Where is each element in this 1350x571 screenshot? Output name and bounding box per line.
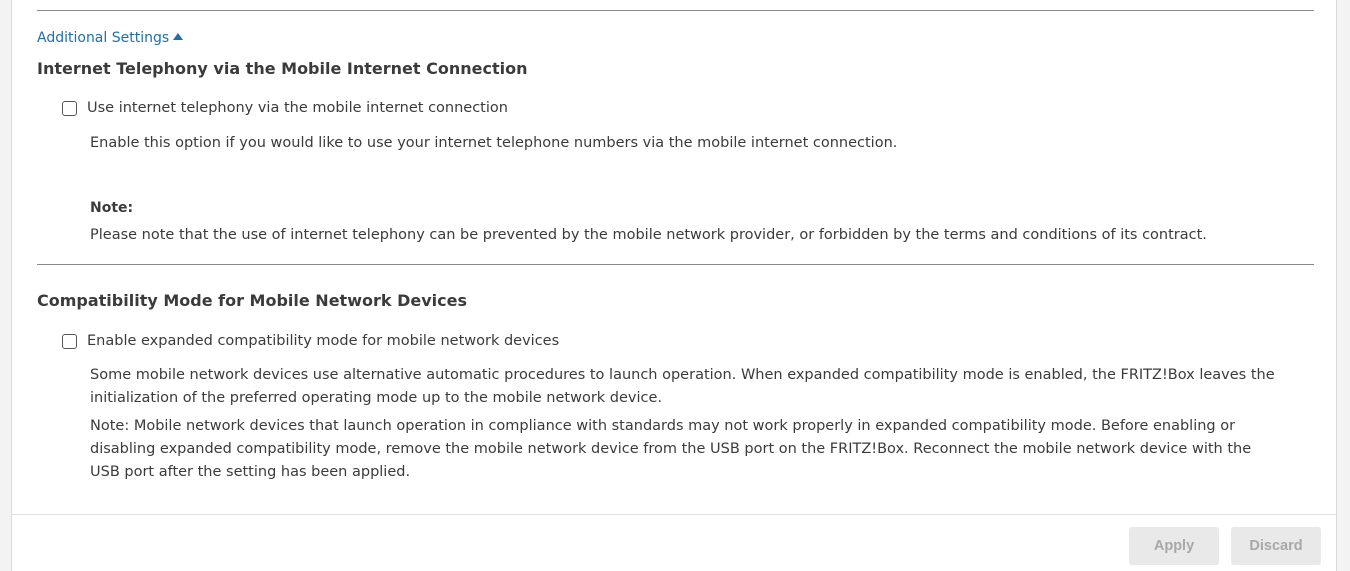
- compat-section-heading: Compatibility Mode for Mobile Network Devices: [37, 291, 467, 310]
- settings-panel: [11, 0, 1337, 571]
- discard-button[interactable]: Discard: [1231, 527, 1321, 565]
- additional-settings-toggle[interactable]: [37, 30, 183, 46]
- compat-checkbox[interactable]: [62, 334, 77, 349]
- telephony-checkbox-label[interactable]: Use internet telephony via the mobile internet connection: [87, 100, 508, 116]
- telephony-note-text: Please note that the use of internet telephony can be prevented by the mobile network provider, or forbidden by the terms and conditions of its contract.: [90, 227, 1207, 243]
- apply-button[interactable]: Apply: [1129, 527, 1219, 565]
- section-divider: [37, 264, 1314, 265]
- compat-checkbox-label[interactable]: Enable expanded compatibility mode for mobile network devices: [87, 333, 560, 349]
- telephony-checkbox[interactable]: [62, 101, 77, 116]
- compat-description: Some mobile network devices use alternative automatic procedures to launch operation. When expanded compatibility mode is enabled, the FRITZ!Box leaves the initialization of the preferred operating mode up to the mobile network device.: [90, 367, 1275, 406]
- compat-checkbox-row[interactable]: [62, 333, 559, 349]
- compat-note-text: Note: Mobile network devices that launch operation in compliance with standards may not work properly in expanded compatibility mode. Before enabling or disabling expanded compatibility mode, remove the mobile network device from the USB port on the FRITZ!Box. Reconnect the mobile network device with the USB port after the setting has been applied.: [90, 418, 1252, 480]
- additional-settings-label: Additional Settings: [37, 30, 170, 46]
- top-divider: [37, 10, 1314, 11]
- footer-divider: [12, 514, 1336, 515]
- telephony-description: Enable this option if you would like to use your internet telephone numbers via the mobile internet connection.: [90, 135, 898, 151]
- telephony-checkbox-row[interactable]: [62, 100, 508, 116]
- caret-up-icon: [173, 33, 183, 40]
- telephony-section-heading: Internet Telephony via the Mobile Internet Connection: [37, 59, 528, 78]
- telephony-note-title: Note:: [90, 200, 134, 216]
